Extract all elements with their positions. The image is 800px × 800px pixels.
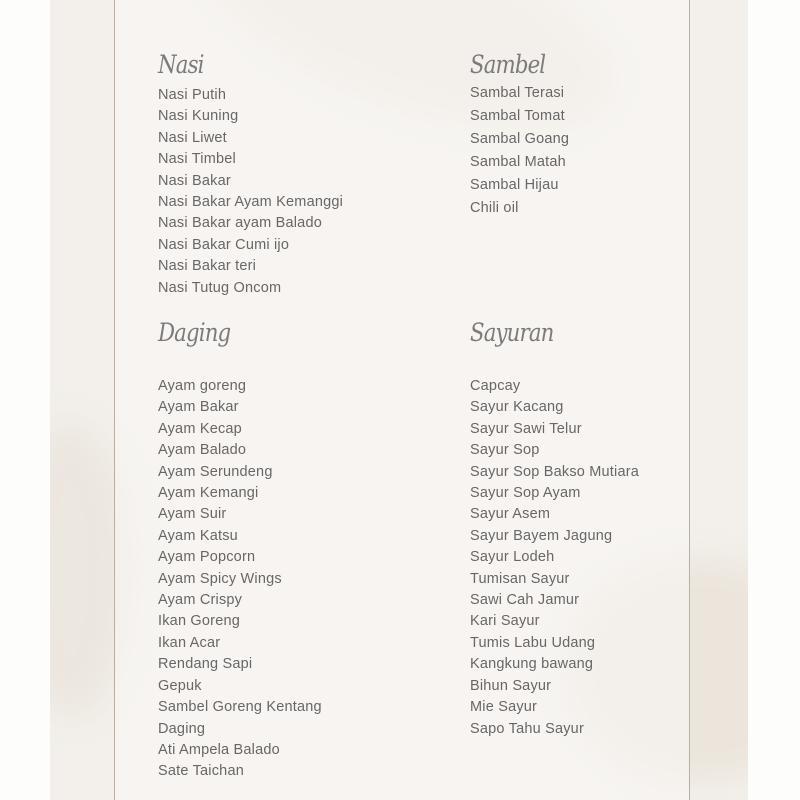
menu-item: Sate Taichan [158, 763, 244, 780]
menu-item: Sambal Matah [470, 154, 566, 170]
menu-item: Sambal Goang [470, 131, 570, 147]
menu-item: Tumisan Sayur [470, 570, 570, 587]
menu-item: Nasi Kuning [158, 108, 239, 125]
menu-item: Sayur Sawi Telur [470, 420, 582, 437]
menu-item: Nasi Bakar ayam Balado [158, 215, 322, 232]
menu-item: Kari Sayur [470, 613, 540, 630]
menu-item: Nasi Bakar [158, 172, 231, 189]
section-heading: Sambel [470, 50, 546, 79]
menu-item: Nasi Putih [158, 87, 227, 103]
menu-item: Ayam Balado [158, 442, 247, 459]
menu-item: Ayam Crispy [158, 592, 243, 609]
section-nasi [158, 50, 343, 299]
menu-item: Ayam Bakar [158, 399, 239, 416]
menu-item: Ayam Serundeng [158, 463, 273, 480]
menu-item: Ayam Kemangi [158, 485, 259, 502]
menu-item: Ayam Kecap [158, 420, 242, 437]
menu-item: Nasi Bakar Ayam Kemanggi [158, 194, 344, 211]
menu-item: Nasi Tutug Oncom [158, 279, 282, 296]
menu-item: Ayam Popcorn [158, 549, 256, 566]
menu-item: Bihun Sayur [470, 677, 552, 694]
menu-item: Ayam goreng [158, 378, 247, 394]
menu-item: Sayur Sop [470, 442, 540, 459]
item-list [158, 376, 322, 783]
menu-item: Sayur Kacang [470, 399, 564, 416]
item-list [470, 82, 569, 220]
menu-item: Sayur Sop Bakso Mutiara [470, 463, 640, 480]
menu-item: Sawi Cah Jamur [470, 592, 580, 609]
menu-item: Sambel Goreng Kentang [158, 699, 322, 716]
menu-item: Sapo Tahu Sayur [470, 720, 584, 737]
menu-item: Sayur Asem [470, 506, 551, 523]
menu-item: Ayam Spicy Wings [158, 570, 282, 587]
menu-item: Ikan Acar [158, 634, 221, 651]
menu-item: Chili oil [470, 200, 519, 216]
menu-item: Nasi Timbel [158, 151, 236, 168]
menu-item: Nasi Bakar Cumi ijo [158, 236, 290, 253]
menu-item: Gepuk [158, 677, 202, 694]
menu-item: Sambal Tomat [470, 108, 565, 124]
menu-item: Daging [158, 720, 206, 737]
menu-item: Mie Sayur [470, 699, 538, 716]
menu-item: Rendang Sapi [158, 656, 253, 673]
menu-item: Kangkung bawang [470, 656, 594, 673]
menu-item: Tumis Labu Udang [470, 634, 596, 651]
menu-item: Sambal Terasi [470, 85, 565, 101]
section-sambel [470, 50, 569, 220]
menu-item: Sayur Bayem Jagung [470, 527, 613, 544]
menu-item: Nasi Bakar teri [158, 258, 257, 275]
menu-item: Sayur Lodeh [470, 549, 555, 566]
section-daging [158, 318, 322, 783]
menu-item: Sayur Sop Ayam [470, 485, 581, 502]
section-sayuran [470, 318, 639, 740]
menu-item: Sambal Hijau [470, 177, 559, 193]
item-list [158, 85, 343, 299]
menu-item: Capcay [470, 378, 521, 394]
menu-item: Ayam Suir [158, 506, 227, 523]
menu-item: Ayam Katsu [158, 527, 238, 544]
menu-item: Nasi Liwet [158, 129, 227, 146]
menu-paper [50, 0, 748, 800]
menu-item: Ati Ampela Balado [158, 741, 280, 758]
section-heading: Nasi [158, 50, 204, 79]
section-heading: Sayuran [470, 318, 554, 347]
item-list [470, 376, 639, 740]
menu-item: Ikan Goreng [158, 613, 240, 630]
section-heading: Daging [158, 318, 231, 347]
